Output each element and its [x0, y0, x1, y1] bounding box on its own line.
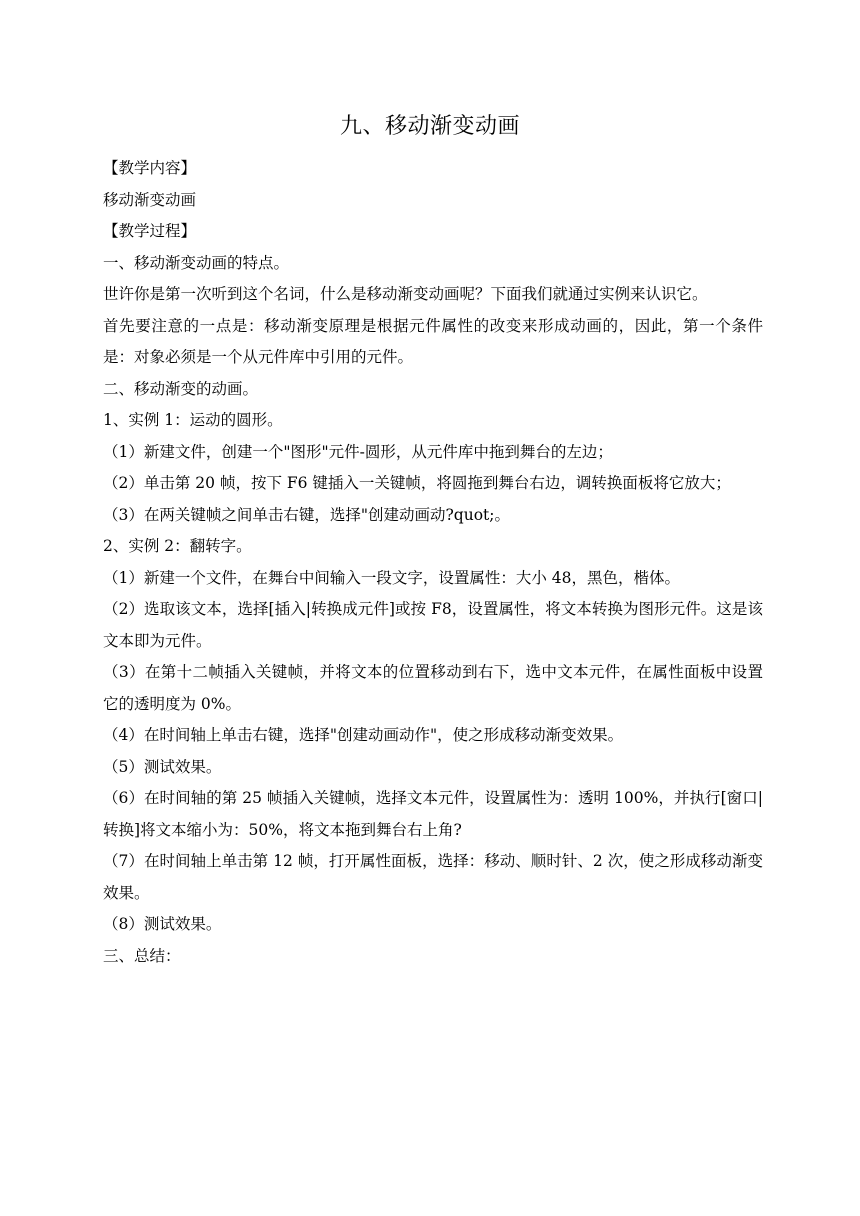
paragraph: 首先要注意的一点是：移动渐变原理是根据元件属性的改变来形成动画的，因此，第一个条件是：对象必须是一个从元件库中引用的元件。 [103, 316, 763, 366]
paragraph: （2）单击第 20 帧，按下 F6 键插入一关键帧，将圆拖到舞台右边，调转换面板将它放大； [103, 474, 731, 492]
paragraph: 世许你是第一次听到这个名词，什么是移动渐变动画呢？下面我们就通过实例来认识它。 [103, 285, 708, 303]
paragraph: （1）新建文件，创建一个"图形"元件-圆形，从元件库中拖到舞台的左边； [103, 442, 613, 461]
paragraph: 1、实例 1：运动的圆形。 [103, 411, 283, 429]
paragraph: 2、实例 2：翻转字。 [103, 537, 252, 555]
paragraph: （1）新建一个文件，在舞台中间输入一段文字，设置属性：大小 48，黑色，楷体。 [103, 568, 681, 587]
paragraph: （3）在两关键帧之间单击右键，选择"创建动画动?quot;。 [103, 505, 510, 524]
paragraph: （6）在时间轴的第 25 帧插入关键帧，选择文本元件，设置属性为：透明 100%，并执行[窗口|转换]将文本缩小为：50%，将文本拖到舞台右上角? [103, 789, 763, 839]
paragraph: （3）在第十二帧插入关键帧，并将文本的位置移动到右下，选中文本元件，在属性面板中设置它的透明度为 0%。 [103, 663, 763, 713]
section-heading-teaching-process: 【教学过程】 [103, 222, 197, 240]
paragraph: （2）选取该文本，选择[插入|转换成元件]或按 F8，设置属性，将文本转换为图形元件。这是该文本即为元件。 [103, 600, 763, 650]
paragraph: （8）测试效果。 [103, 915, 222, 933]
paragraph: （4）在时间轴上单击右键，选择"创建动画动作"，使之形成移动渐变效果。 [103, 726, 624, 744]
section-heading-teaching-content: 【教学内容】 [103, 159, 197, 177]
paragraph: 移动渐变动画 [103, 190, 197, 209]
paragraph: （5）测试效果。 [103, 757, 222, 776]
paragraph: （7）在时间轴上单击第 12 帧，打开属性面板，选择：移动、顺时针、2 次，使之形成移动渐变效果。 [103, 852, 763, 902]
paragraph: 一、移动渐变动画的特点。 [103, 253, 290, 272]
paragraph: 三、总结： [103, 946, 181, 965]
document-body [103, 153, 763, 972]
paragraph: 二、移动渐变的动画。 [103, 379, 259, 398]
document-title: 九、移动渐变动画 [339, 114, 520, 139]
